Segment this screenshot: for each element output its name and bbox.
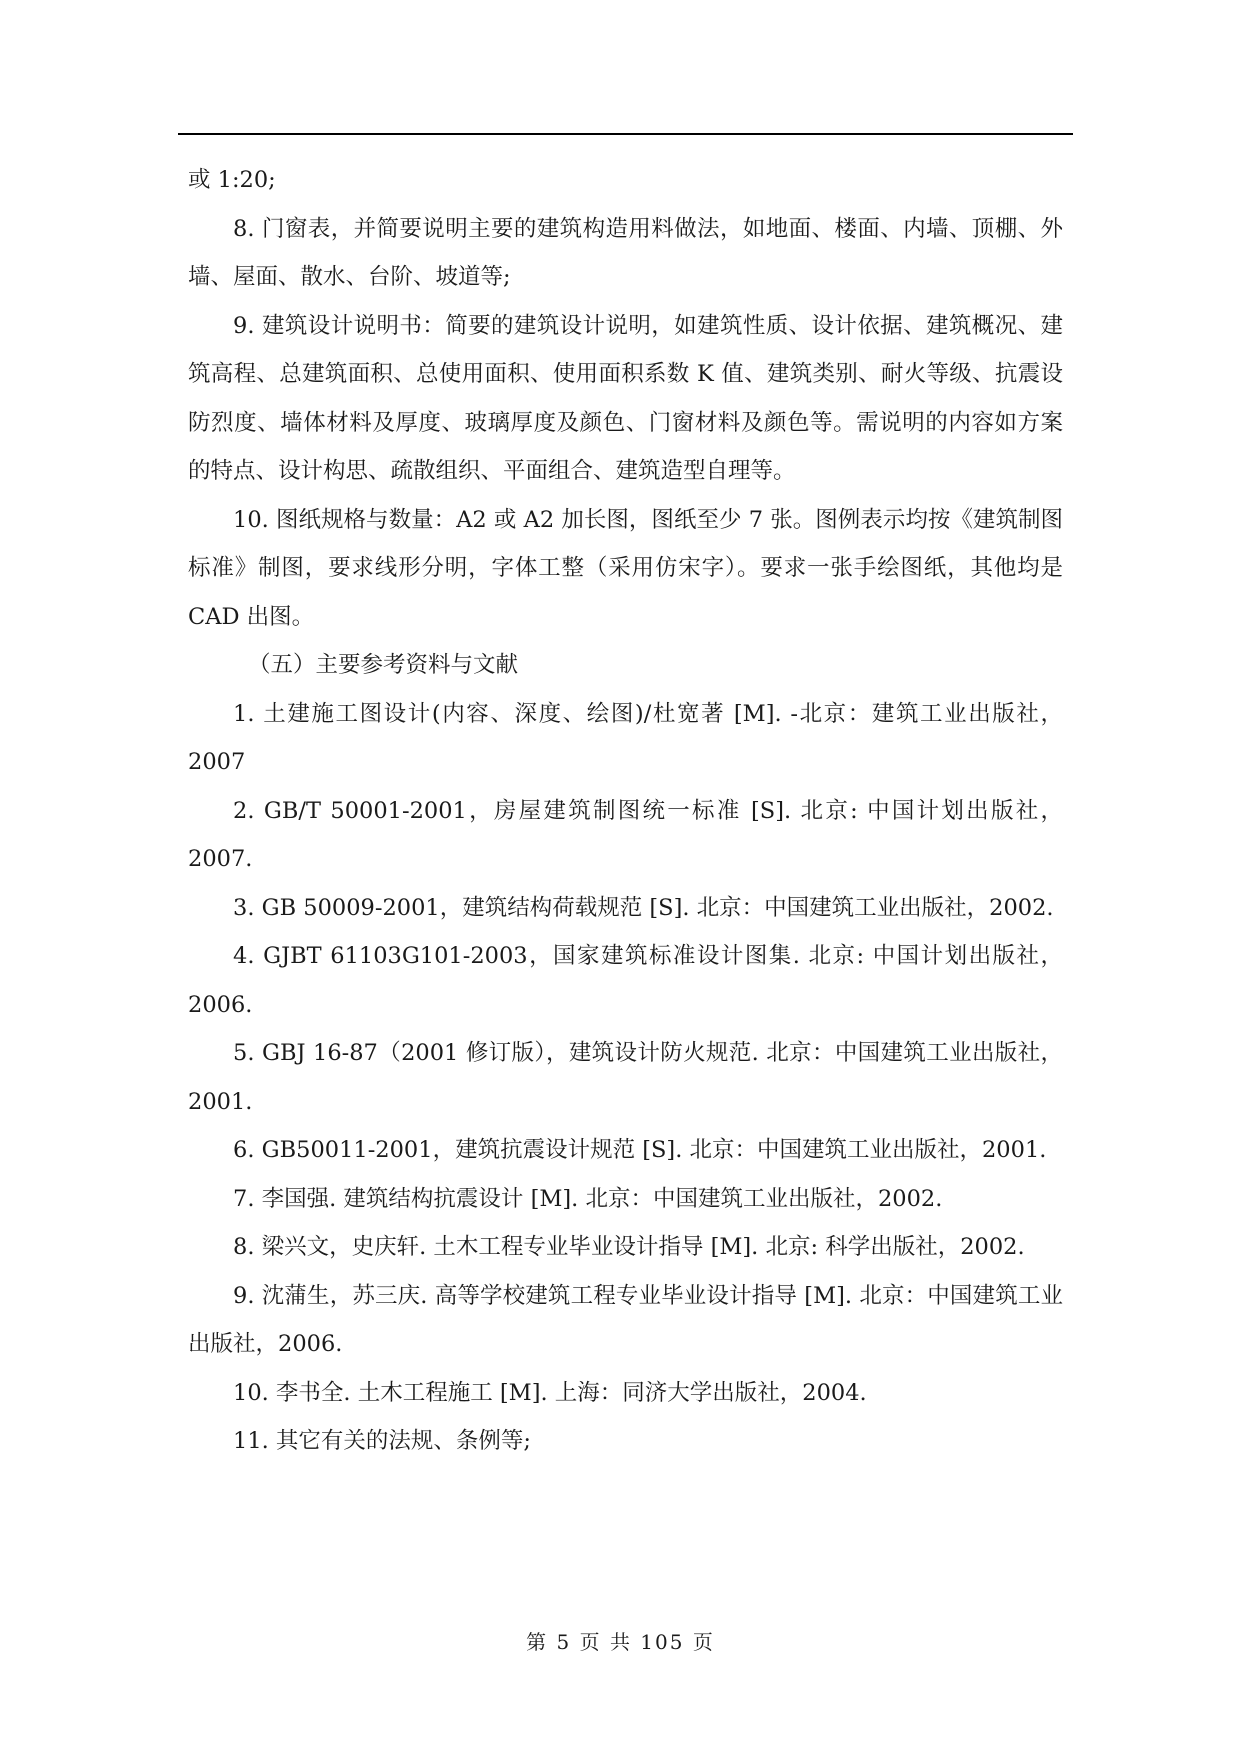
section-heading: （五）主要参考资料与文献 (248, 652, 519, 678)
reference-7: 7. 李国强. 建筑结构抗震设计 [M]. 北京：中国建筑工业出版社，2002. (233, 1185, 943, 1212)
reference-4: 4. GJBT 61103G101-2003，国家建筑标准设计图集. 北京: 中国计划出版社，2006. (188, 943, 1063, 1018)
reference-6: 6. GB50011-2001，建筑抗震设计规范 [S]. 北京：中国建筑工业出版社，2001. (233, 1137, 1047, 1163)
reference-1: 1. 土建施工图设计(内容、深度、绘图)/杜宽著 [M]. -北京：建筑工业出版社，2007 (188, 700, 1063, 775)
reference-11: 11. 其它有关的法规、条例等; (233, 1428, 532, 1454)
reference-8: 8. 梁兴文，史庆轩. 土木工程专业毕业设计指导 [M]. 北京: 科学出版社，2002. (233, 1234, 1025, 1260)
reference-3: 3. GB 50009-2001，建筑结构荷载规范 [S]. 北京：中国建筑工业出版社，2002. (233, 894, 1054, 921)
header-rule (178, 133, 1073, 135)
page-number-footer: 第 5 页 共 105 页 (526, 1630, 715, 1654)
paragraph-item-10: 10. 图纸规格与数量：A2 或 A2 加长图，图纸至少 7 张。图例表示均按《建筑制图标准》制图，要求线形分明，字体工整（采用仿宋字）。要求一张手绘图纸，其他均是 CAD 出图。 (188, 506, 1063, 630)
reference-9: 9. 沈蒲生，苏三庆. 高等学校建筑工程专业毕业设计指导 [M]. 北京：中国建筑工业出版社，2006. (188, 1282, 1063, 1357)
reference-10: 10. 李书全. 土木工程施工 [M]. 上海：同济大学出版社，2004. (233, 1379, 867, 1406)
paragraph-item-9: 9. 建筑设计说明书：简要的建筑设计说明，如建筑性质、设计依据、建筑概况、建筑高程、总建筑面积、总使用面积、使用面积系数 K 值、建筑类别、耐火等级、抗震设防烈度、墙体材料及厚度、玻璃厚度及颜色、门窗材料及颜色等。需说明的内容如方案的特点、设计构思、疏散组织、平面组合、建筑造型自理等。 (188, 312, 1063, 484)
paragraph-continuation: 或 1:20; (188, 167, 276, 193)
document-body (188, 156, 1063, 1466)
reference-5: 5. GBJ 16-87（2001 修订版），建筑设计防火规范. 北京：中国建筑工业出版社，2001. (188, 1040, 1063, 1115)
paragraph-item-8: 8. 门窗表，并简要说明主要的建筑构造用料做法，如地面、楼面、内墙、顶棚、外墙、屋面、散水、台阶、坡道等; (188, 215, 1063, 290)
reference-2: 2. GB/T 50001-2001，房屋建筑制图统一标准 [S]. 北京: 中国计划出版社，2007. (188, 797, 1063, 872)
